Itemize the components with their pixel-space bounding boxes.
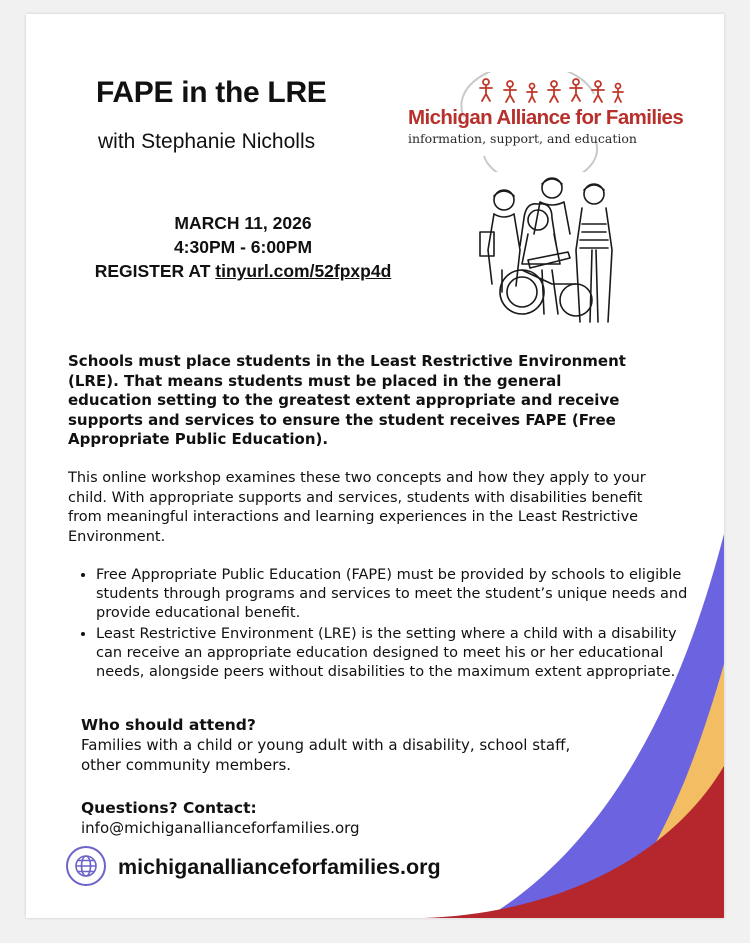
list-item: • Least Restrictive Environment (LRE) is the setting where a child with a disability can receive an appropriate education designed to meet his or her educational needs, alongside peers without disabilities to the maximum extent appropriate. xyxy=(96,625,696,683)
logo-tagline: information, support, and education xyxy=(408,131,637,146)
logo-name: Michigan Alliance for Families xyxy=(408,106,684,129)
workshop-description: This online workshop examines these two concepts and how they apply to your child. With appropriate supports and services, students with disabilities benefit from meaningful interactions and learning experiences in the Least Restrictive Environment. xyxy=(68,470,646,545)
list-item: • Free Appropriate Public Education (FAPE) must be provided by schools to eligible students through programs and services to meet the student’s unique needs and provide educational benefit. xyxy=(96,566,696,624)
intro-statement: Schools must place students in the Least Restrictive Environment (LRE). That means students must be placed in the general education setting to the greatest extent appropriate and receive supports and services to ensure the student receives FAPE (Free Appropriate Public Education). xyxy=(68,352,626,448)
event-time: 4:30PM - 6:00PM xyxy=(173,237,313,257)
audience-text: Families with a child or young adult with a disability, school staff, other community members. xyxy=(81,736,571,774)
audience-heading: Who should attend? xyxy=(81,716,256,734)
register-label: REGISTER AT xyxy=(94,261,216,281)
website-link[interactable]: michiganallianceforfamilies.org xyxy=(118,855,441,879)
registration-link[interactable]: tinyurl.com/52fpxp4d xyxy=(215,261,392,281)
contact-email[interactable]: info@michiganallianceforfamilies.org xyxy=(81,819,360,837)
presenter-subtitle: with Stephanie Nicholls xyxy=(98,130,316,153)
decorative-swoosh xyxy=(26,14,724,918)
event-date: MARCH 11, 2026 xyxy=(174,213,312,233)
page-title: FAPE in the LRE xyxy=(96,76,327,109)
contact-heading: Questions? Contact: xyxy=(81,799,257,817)
flyer-page xyxy=(26,14,724,918)
